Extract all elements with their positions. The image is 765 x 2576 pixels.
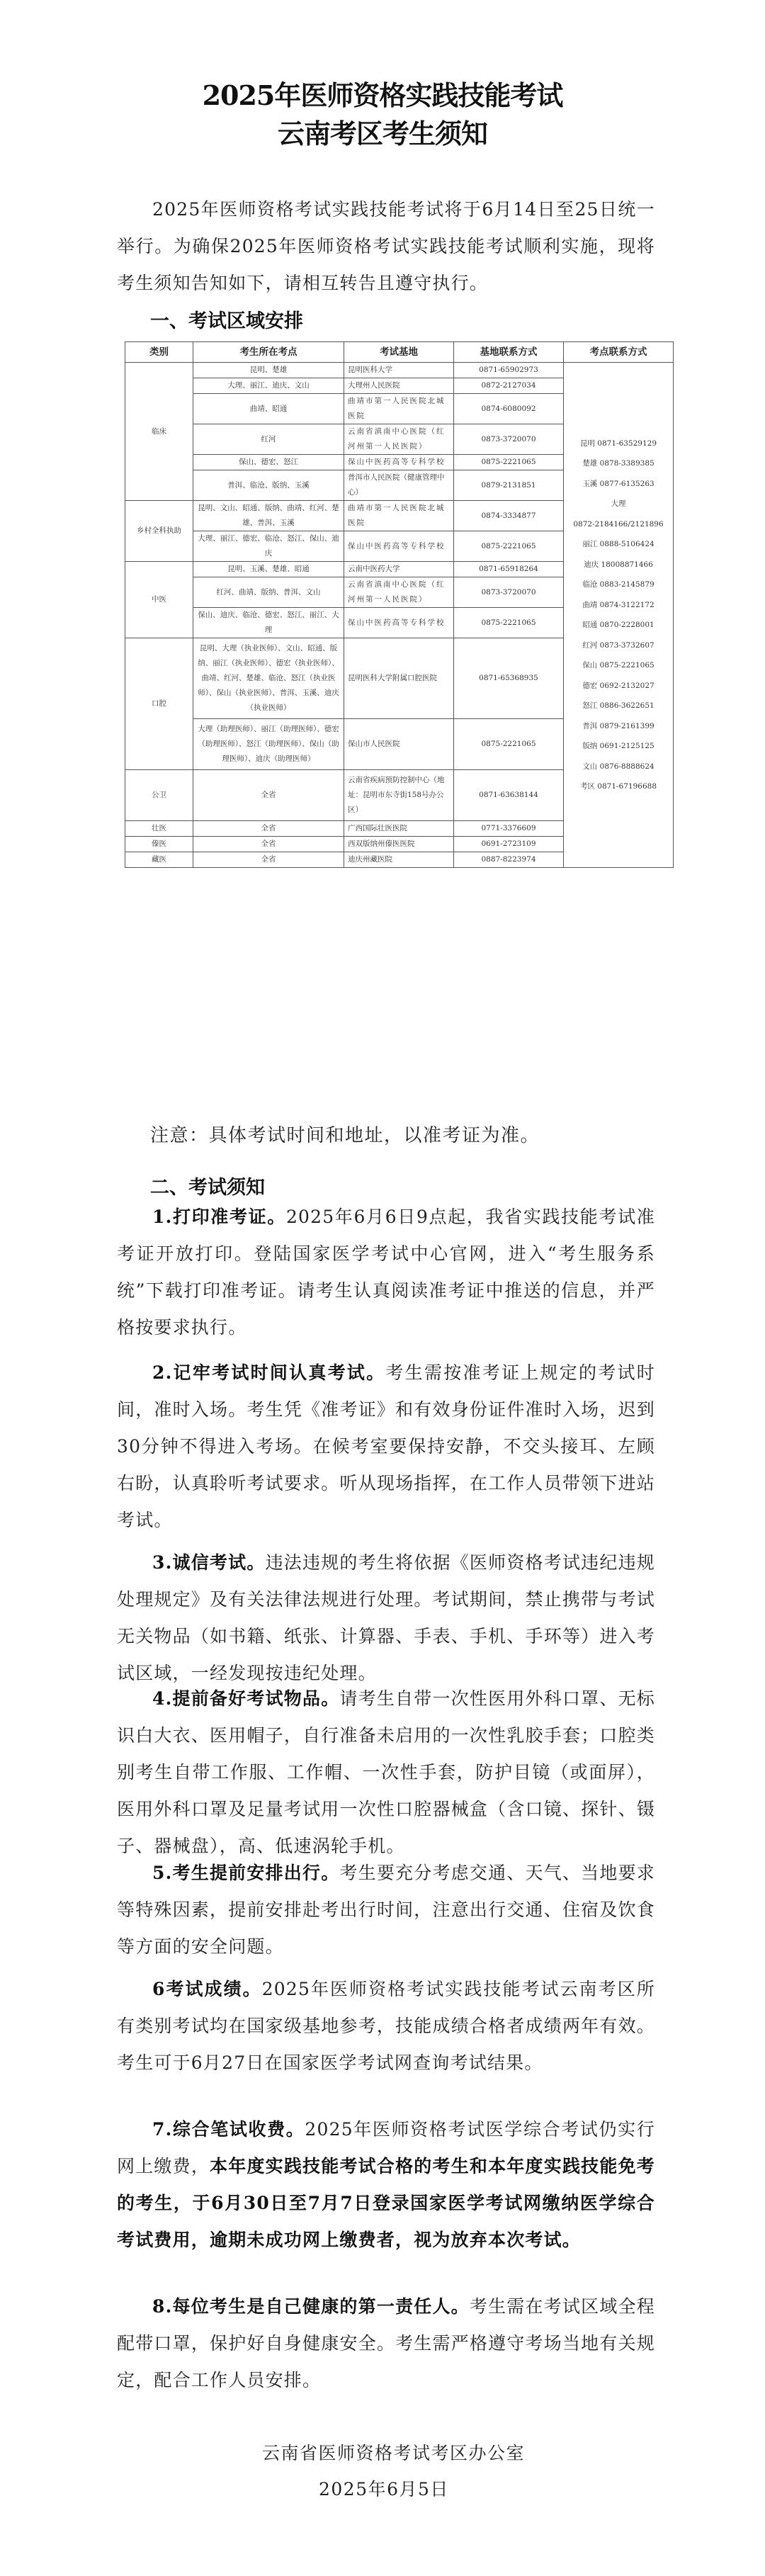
site-contact-line: 怒江 0886-3622651 [582,701,654,710]
sites-cell: 全省 [193,821,344,837]
sites-cell: 红河、曲靖、版纳、普洱、文山 [193,577,344,608]
base-cell: 大理州人民医院 [344,378,454,394]
site-contact-line: 大理 [611,499,626,508]
notice-item-text: 2025年医师资格考试医学综合考试仍实行网上缴费， [117,2119,655,2176]
sites-cell: 普洱、临沧、版纳、玉溪 [193,470,344,501]
table-note: 注意：具体考试时间和地址，以准考证为准。 [150,1125,540,1146]
category-cell: 临床 [125,363,193,501]
phone-cell: 0875-2221065 [454,531,564,562]
sites-cell: 保山、德宏、怒江 [193,455,344,470]
section2-heading: 二、考试须知 [150,1177,265,1199]
category-cell: 乡村全科执助 [125,501,193,562]
phone-cell: 0691-2723109 [454,837,564,852]
phone-cell: 0874-3334877 [454,501,564,531]
phone-cell: 0875-2221065 [454,719,564,770]
phone-cell: 0879-2131851 [454,470,564,501]
header-category: 类别 [125,342,193,363]
base-cell: 普洱市人民医院（健康管理中心） [344,470,454,501]
sites-cell: 全省 [193,770,344,821]
base-cell: 昆明医科大学附属口腔医院 [344,638,454,719]
notice-item-text: 2025年医师资格考试实践技能考试云南考区所有类别考试均在国家级基地参考，技能成绩合格者成绩两年有效。考生可于6月27日在国家医学考试网查询考试结果。 [117,1979,655,2073]
notice-item-lead: 3.诚信考试。 [152,1552,266,1573]
table-header-row [125,342,674,363]
phone-cell: 0871-65368935 [454,638,564,719]
sites-cell: 大理、丽江、迪庆、文山 [193,378,344,394]
base-cell: 云南省滇南中心医院（红河州第一人民医院） [344,577,454,608]
phone-cell: 0872-2127034 [454,378,564,394]
intro-paragraph: 2025年医师资格考试实践技能考试将于6月14日至25日统一举行。为确保2025年医师资格考试实践技能考试顺利实施，现将考生须知告知如下，请相互转告且遵守执行。 [117,199,655,293]
sites-cell: 昆明、大理（执业医师）、文山、昭通、版纳、丽江（执业医师）、德宏（执业医师）、曲靖、红河、楚雄、临沧、怒江（执业医师）、保山（执业医师）、普洱、玉溪、迪庆（执业医师） [193,638,344,719]
phone-cell: 0875-2221065 [454,455,564,470]
notice-item-3 [117,1544,655,1692]
notice-item-6 [117,1971,655,2081]
notice-item-lead: 4.提前备好考试物品。 [152,1688,340,1709]
notice-item-8 [117,2288,655,2399]
base-cell: 保山中医药高等专科学校 [344,608,454,638]
header-site-contacts: 考点联系方式 [564,342,674,363]
base-cell: 云南省滇南中心医院（红河州第一人民医院） [344,424,454,455]
header-base: 考试基地 [344,342,454,363]
category-cell: 壮医 [125,821,193,837]
site-contact-line: 0872-2184166/2121896 [573,519,664,529]
category-cell: 公卫 [125,770,193,821]
base-cell: 保山中医药高等专科学校 [344,455,454,470]
header-base-phone: 基地联系方式 [454,342,564,363]
category-cell: 傣医 [125,837,193,852]
site-contact-line: 德宏 0692-2132027 [582,681,654,690]
notice-item-text: 2025年6月6日9点起，我省实践技能考试准考证开放打印。登陆国家医学考试中心官网，进入“考生服务系统”下载打印准考证。请考生认真阅读准考证中推送的信息，并严格按要求执行。 [117,1207,655,1338]
notice-item-lead: 6考试成绩。 [152,1979,262,1999]
phone-cell: 0871-65902973 [454,363,564,378]
notice-item-2 [117,1355,655,1539]
notice-item-5 [117,1855,655,1965]
sites-cell: 昆明、楚雄 [193,363,344,378]
sites-cell: 昆明、文山、昭通、版纳、曲靖、红河、楚雄、普洱、玉溪 [193,501,344,531]
phone-cell: 0873-3720070 [454,577,564,608]
site-contact-line: 楚雄 0878-3389385 [582,459,654,468]
notice-item-lead: 8.每位考生是自己健康的第一责任人。 [152,2296,470,2317]
phone-cell: 0874-6080092 [454,394,564,424]
phone-cell: 0873-3720070 [454,424,564,455]
category-cell: 藏医 [125,852,193,868]
table-row [125,363,674,378]
site-contact-line: 丽江 0888-5106424 [582,540,654,548]
site-contacts-cell [564,363,674,868]
site-contact-line: 昆明 0871-63529129 [579,439,657,448]
site-contact-line: 曲靖 0874-3122172 [582,600,654,609]
sites-cell: 昆明、玉溪、楚雄、昭通 [193,562,344,577]
notice-item-lead: 7.综合笔试收费。 [152,2119,305,2140]
base-cell: 曲靖市第一人民医院北城医院 [344,501,454,531]
sites-cell: 全省 [193,837,344,852]
base-cell: 保山市人民医院 [344,719,454,770]
notice-item-bold-text: 本年度实践技能考试合格的考生和本年度实践技能免考的考生，于6月30日至7月7日登录国家医学考试网缴纳医学综合考试费用，逾期未成功网上缴费者，视为放弃本次考试。 [117,2156,655,2250]
site-contact-line: 红河 0873-3732607 [582,640,654,650]
site-contact-line: 临沧 0883-2145879 [582,580,654,589]
site-contact-line: 版纳 0691-2125125 [582,742,654,750]
site-contact-line: 考区 0871-67196688 [579,782,657,791]
base-cell: 西双版纳州傣医医院 [344,837,454,852]
base-cell: 曲靖市第一人民医院北城医院 [344,394,454,424]
signature-date: 2025年6月5日 [319,2479,449,2499]
notice-item-text: 考生需按准考证上规定的考试时间，准时入场。考生凭《准考证》和有效身份证件准时入场，迟到30分钟不得进入考场。在候考室要保持安静，不交头接耳、左顾右盼，认真聆听考试要求。听从现场指挥，在工作人员带领下进站考试。 [117,1362,655,1530]
sites-cell: 保山、迪庆、临沧、德宏、怒江、丽江、大理 [193,608,344,638]
site-contact-line: 文山 0876-8888624 [582,762,654,771]
document-title-line1: 2025年医师资格实践技能考试 [202,79,563,111]
site-contact-line: 昭通 0870-2228001 [582,621,654,629]
site-contact-line: 迪庆 18008871466 [584,560,653,569]
phone-cell: 0875-2221065 [454,608,564,638]
site-contact-line: 保山 0875-2221065 [582,661,654,670]
site-contact-line: 玉溪 0877-6135263 [582,479,654,488]
notice-item-text: 考生需在考试区域全程配带口罩，保护好自身健康安全。考生需严格遵守考场当地有关规定，配合工作人员安排。 [117,2296,655,2390]
sites-cell: 曲靖、昭通 [193,394,344,424]
category-cell: 中医 [125,562,193,638]
base-cell: 保山中医药高等专科学校 [344,531,454,562]
header-sites: 考生所在考点 [193,342,344,363]
exam-arrangement-table [125,341,674,868]
sites-cell: 大理、丽江、德宏、临沧、怒江、保山、迪庆 [193,531,344,562]
document-title-line2: 云南考区考生须知 [277,118,487,149]
sites-cell: 红河 [193,424,344,455]
signature-org: 云南省医师资格考试考区办公室 [262,2443,526,2463]
phone-cell: 0771-3376609 [454,821,564,837]
base-cell: 云南省疾病预防控制中心（地址：昆明市东寺街158号办公区） [344,770,454,821]
base-cell: 广西国际壮医医院 [344,821,454,837]
notice-item-1 [117,1199,655,1346]
base-cell: 迪庆州藏医院 [344,852,454,868]
phone-cell: 0871-63638144 [454,770,564,821]
phone-cell: 0871-65918264 [454,562,564,577]
section1-heading: 一、考试区域安排 [150,310,303,332]
notice-item-lead: 1.打印准考证。 [152,1207,286,1227]
notice-item-text: 考生要充分考虑交通、天气、当地要求等特殊因素，提前安排赴考出行时间，注意出行交通、住宿及饮食等方面的安全问题。 [117,1863,655,1957]
notice-item-lead: 5.考生提前安排出行。 [152,1863,340,1883]
notice-item-4 [117,1680,655,1865]
notice-item-text: 请考生自带一次性医用外科口罩、无标识白大衣、医用帽子，自行准备未启用的一次性乳胶手套；口腔类别考生自带工作服、工作帽、一次性手套，防护目镜（或面屏），医用外科口罩及足量考试用一次性口腔器械盒（含口镜、探针、镊子、器械盘），高、低速涡轮手机。 [117,1688,655,1856]
base-cell: 云南中医药大学 [344,562,454,577]
sites-cell: 全省 [193,852,344,868]
sites-cell: 大理（助理医师）、丽江（助理医师）、德宏（助理医师）、怒江（助理医师）、保山（助理医师）、迪庆（助理医师） [193,719,344,770]
notice-item-7 [117,2111,655,2259]
notice-item-text: 违法违规的考生将依据《医师资格考试违纪违规处理规定》及有关法律法规进行处理。考试期间，禁止携带与考试无关物品（如书籍、纸张、计算器、手表、手机、手环等）进入考试区域，一经发现按违纪处理。 [117,1552,656,1683]
notice-item-lead: 2.记牢考试时间认真考试。 [152,1362,386,1383]
base-cell: 昆明医科大学 [344,363,454,378]
category-cell: 口腔 [125,638,193,770]
phone-cell: 0887-8223974 [454,852,564,868]
site-contact-line: 普洱 0879-2161399 [582,721,654,730]
